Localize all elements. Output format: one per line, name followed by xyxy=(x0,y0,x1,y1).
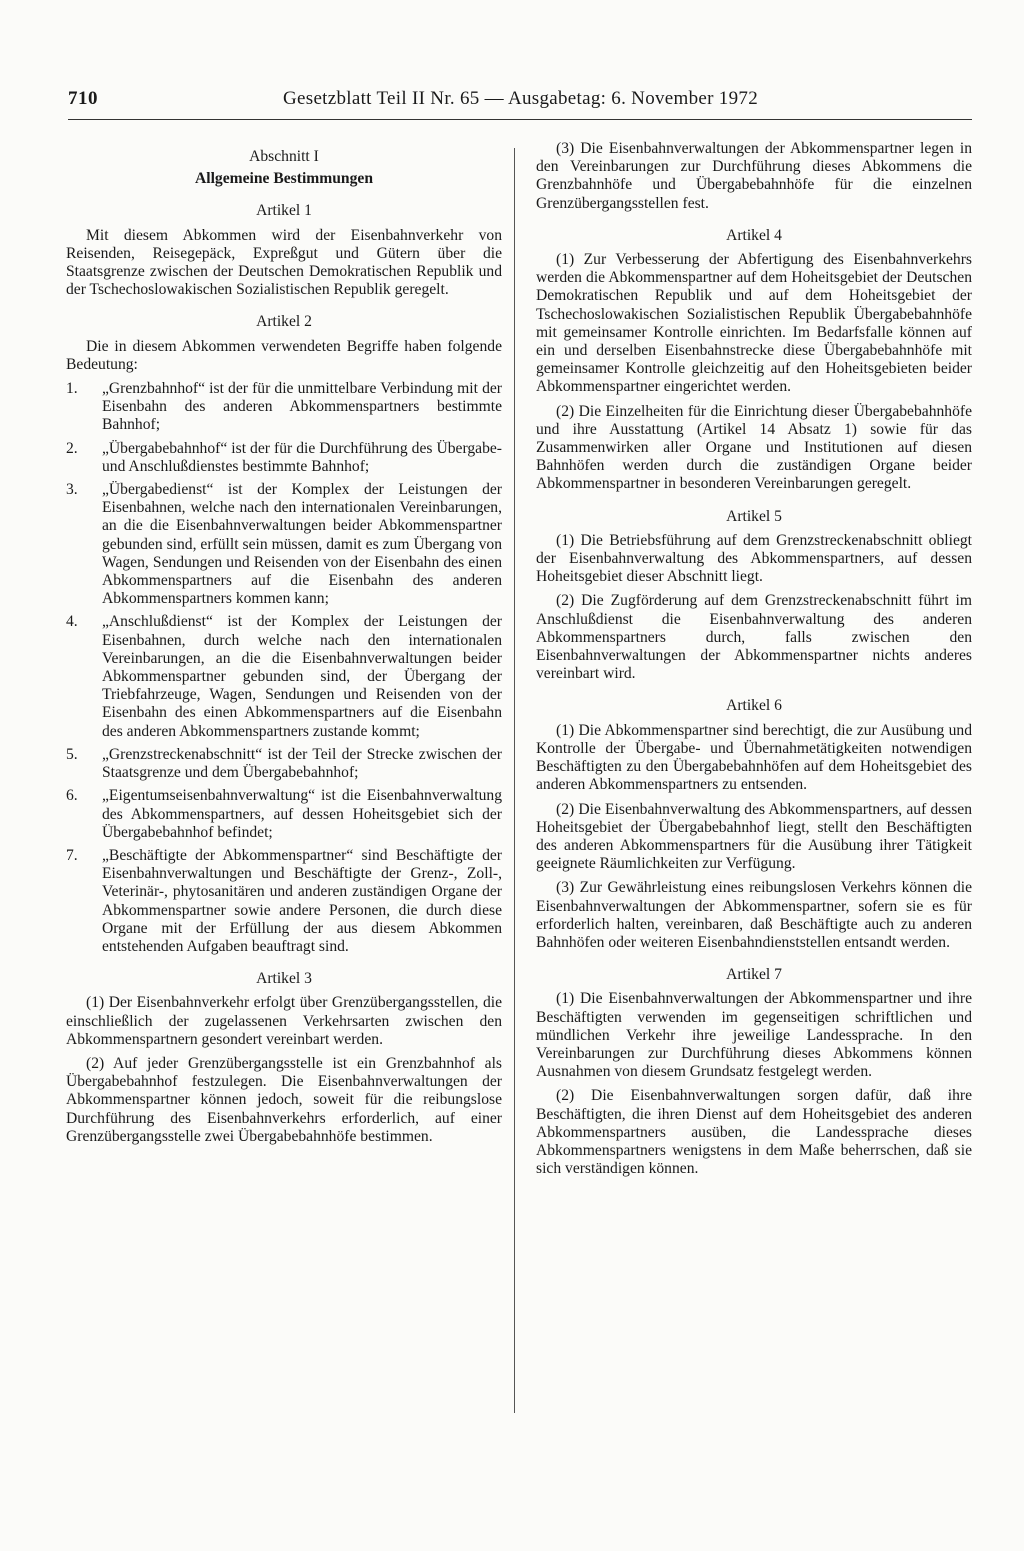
list-item xyxy=(66,613,502,740)
article-3-paragraph-1: (1) Der Eisenbahnverkehr erfolgt über Grenzübergangsstellen, die einschließlich der zugelassenen Verkehrsarten zwischen den Abkommenspartnern gesondert vereinbart werden. xyxy=(66,994,502,1048)
list-item xyxy=(66,440,502,476)
header-rule xyxy=(68,119,972,120)
definition-list xyxy=(66,380,502,956)
list-item-number: 2. xyxy=(66,439,78,457)
list-item xyxy=(66,847,502,956)
article-7-paragraph-2: (2) Die Eisenbahnverwaltungen sorgen dafür, daß ihre Beschäftigten, die ihren Dienst auf dem Hoheitsgebiet des anderen Abkommenspartners ausüben, die Landessprache dieses Abkommenspartners wenigstens in dem Maße beherrschen, daß sie sich verständigen können. xyxy=(536,1087,972,1178)
column-divider xyxy=(514,148,515,1413)
list-item-text: „Anschlußdienst“ ist der Komplex der Leistungen der Eisenbahnen, durch welche nach den internationalen Vereinbarungen, an die die Eisenbahnverwaltungen beider Abkommenspartner gebunden sind, der Übergang der Triebfahrzeuge, Wagen, Sendungen und Reisenden von der Eisenbahn des einen Abkommenspartners auf die Eisenbahn des anderen Abkommenspartners zustande kommt; xyxy=(102,613,502,740)
page-header xyxy=(68,88,972,122)
article-2-title: Artikel 2 xyxy=(256,313,312,331)
article-7-title: Artikel 7 xyxy=(726,966,782,984)
article-5-paragraph-1: (1) Die Betriebsführung auf dem Grenzstreckenabschnitt obliegt der Eisenbahnverwaltung des Abkommenspartners, auf dessen Hoheitsgebiet dieser Abschnitt liegt. xyxy=(536,531,972,586)
list-item-text: „Übergabebahnhof“ ist der für die Durchführung des Übergabe- und Anschlußdienstes bestimmte Bahnhof; xyxy=(102,439,502,475)
list-item-text: „Grenzbahnhof“ ist der für die unmittelbare Verbindung mit der Eisenbahn des anderen Abkommenspartners bestimmte Bahnhof; xyxy=(102,380,502,434)
list-item-number: 3. xyxy=(66,481,78,499)
article-6-paragraph-2: (2) Die Eisenbahnverwaltung des Abkommenspartners, auf dessen Hoheitsgebiet der Übergabebahnhof liegt, stellt den Beschäftigten des anderen Abkommenspartners für die Ausübung ihrer Tätigkeit geeignete Räumlichkeiten zur Verfügung. xyxy=(536,800,972,873)
section-title: Allgemeine Bestimmungen xyxy=(194,170,373,188)
list-item xyxy=(66,481,502,608)
article-6-paragraph-1: (1) Die Abkommenspartner sind berechtigt, die zur Ausübung und Kontrolle der Übergabe- und Übernahmetätigkeiten notwendigen Beschäftigten zu den Übergabebahnhöfen auf dem Hoheitsgebiet des anderen Abkommenspartners zu entsenden. xyxy=(536,721,972,794)
article-3-paragraph-2: (2) Auf jeder Grenzübergangsstelle ist ein Grenzbahnhof als Übergabebahnhof festzulegen. Die Eisenbahnverwaltungen der Abkommenspartner können jedoch, soweit für die reibungslose Durchführung des Eisenbahnverkehrs erforderlich, auf einer Grenzübergangsstelle zwei Übergabebahnhöfe bestimmen. xyxy=(66,1054,502,1145)
right-column xyxy=(536,140,972,1184)
article-3-paragraph-3: (3) Die Eisenbahnverwaltungen der Abkommenspartner legen in den Vereinbarungen zur Durchführung dieses Abkommens die Grenzbahnhöfe und Übergabebahnhöfe für die einzelnen Grenzübergangsstellen fest. xyxy=(536,140,972,212)
article-5-title: Artikel 5 xyxy=(726,507,782,525)
article-4-paragraph-2: (2) Die Einzelheiten für die Einrichtung dieser Übergabebahnhöfe und ihre Ausstattung (Artikel 14 Absatz 1) sowie für das Zusammenwirken aller Organe und Institutionen auf diesen Bahnhöfen werden durch die zuständigen Organe beider Abkommenspartner in besonderen Vereinbarungen geregelt. xyxy=(536,402,972,493)
article-6-title: Artikel 6 xyxy=(726,697,782,715)
article-7-paragraph-1: (1) Die Eisenbahnverwaltungen der Abkommenspartner und ihre Beschäftigten verwenden im gegenseitigen schriftlichen und mündlichen Verkehr ihre jeweilige Landessprache. In den Vereinbarungen zur Durchführung dieses Abkommens können Ausnahmen von diesem Grundsatz festgelegt werden. xyxy=(536,990,972,1081)
article-4-title: Artikel 4 xyxy=(726,226,782,244)
list-item-number: 1. xyxy=(66,380,78,398)
running-title: Gesetzblatt Teil II Nr. 65 — Ausgabetag: 6. November 1972 xyxy=(283,88,759,109)
list-item xyxy=(66,380,502,435)
article-3-title: Artikel 3 xyxy=(256,970,312,988)
list-item-text: „Eigentumseisenbahnverwaltung“ ist die Eisenbahnverwaltung des Abkommenspartners, auf dessen Hoheitsgebiet sich der Übergabebahnhof befindet; xyxy=(102,787,502,841)
list-item-text: „Grenzstreckenabschnitt“ ist der Teil der Strecke zwischen der Staatsgrenze und dem Übergabebahnhof; xyxy=(102,745,502,782)
list-item xyxy=(66,746,502,782)
list-item-text: „Übergabedienst“ ist der Komplex der Leistungen der Eisenbahnen, welche nach den internationalen Vereinbarungen, an die die Eisenbahnverwaltungen beider Abkommenspartner gebunden sind, erfüllt sein müssen, damit es zum Übergang von Wagen, Sendungen und Reisenden von der Eisenbahn des einen Abkommenspartners auf die Eisenbahn des anderen Abkommenspartners kommen kann; xyxy=(102,481,502,608)
list-item-number: 7. xyxy=(66,846,78,864)
section-label: Abschnitt I xyxy=(249,148,319,165)
list-item-number: 5. xyxy=(66,745,78,763)
list-item-number: 6. xyxy=(66,787,78,805)
page-number: 710 xyxy=(68,88,98,109)
list-item-text: „Beschäftigte der Abkommenspartner“ sind Beschäftigte der Eisenbahnverwaltungen und Beschäftigte der Grenz-, Zoll-, Veterinär-, phytosanitären und anderen zuständigen Organe der Abkommenspartner sowie andere Personen, die durch diese Organe mit der Erfüllung der aus diesem Abkommen entstehenden Aufgaben beauftragt sind. xyxy=(102,846,502,955)
article-6-paragraph-3: (3) Zur Gewährleistung eines reibungslosen Verkehrs können die Eisenbahnverwaltungen der Abkommenspartner, sofern sie es für erforderlich halten, vereinbaren, daß Beschäftigte auch zu anderen Bahnhöfen oder weiteren Eisenbahndienststellen entsandt werden. xyxy=(536,879,972,951)
article-4-paragraph-1: (1) Zur Verbesserung der Abfertigung des Eisenbahnverkehrs werden die Abkommenspartner auf dem Hoheitsgebiet der Deutschen Demokratischen Republik und auf dem Hoheitsgebiet der Tschechoslowakischen Sozialistischen Republik Übergabebahnhöfe mit gemeinsamer Kontrolle einrichten. Im Bedarfsfalle können auf ein und derselben Eisenbahnstrecke diese Übergabebahnhöfe mit gemeinsamer Kontrolle gleichzeitig auf den Hoheitsgebieten beider Abkommenspartner eingerichtet werden. xyxy=(536,251,972,396)
article-1-title: Artikel 1 xyxy=(256,202,312,220)
list-item-number: 4. xyxy=(66,613,78,631)
left-column xyxy=(66,140,502,1152)
list-item xyxy=(66,787,502,842)
article-2-intro: Die in diesem Abkommen verwendeten Begriffe haben folgende Bedeutung: xyxy=(66,337,502,373)
article-1-text: Mit diesem Abkommen wird der Eisenbahnverkehr von Reisenden, Reisegepäck, Expreßgut und Gütern über die Staatsgrenze zwischen der Deutschen Demokratischen Republik und der Tschechoslowakischen Sozialistischen Republik geregelt. xyxy=(66,226,502,299)
article-5-paragraph-2: (2) Die Zugförderung auf dem Grenzstreckenabschnitt führt im Anschlußdienst die Eisenbahnverwaltung des anderen Abkommenspartners durch, falls zwischen den Eisenbahnverwaltungen der Abkommenspartner nichts anderes vereinbart wird. xyxy=(536,592,972,683)
